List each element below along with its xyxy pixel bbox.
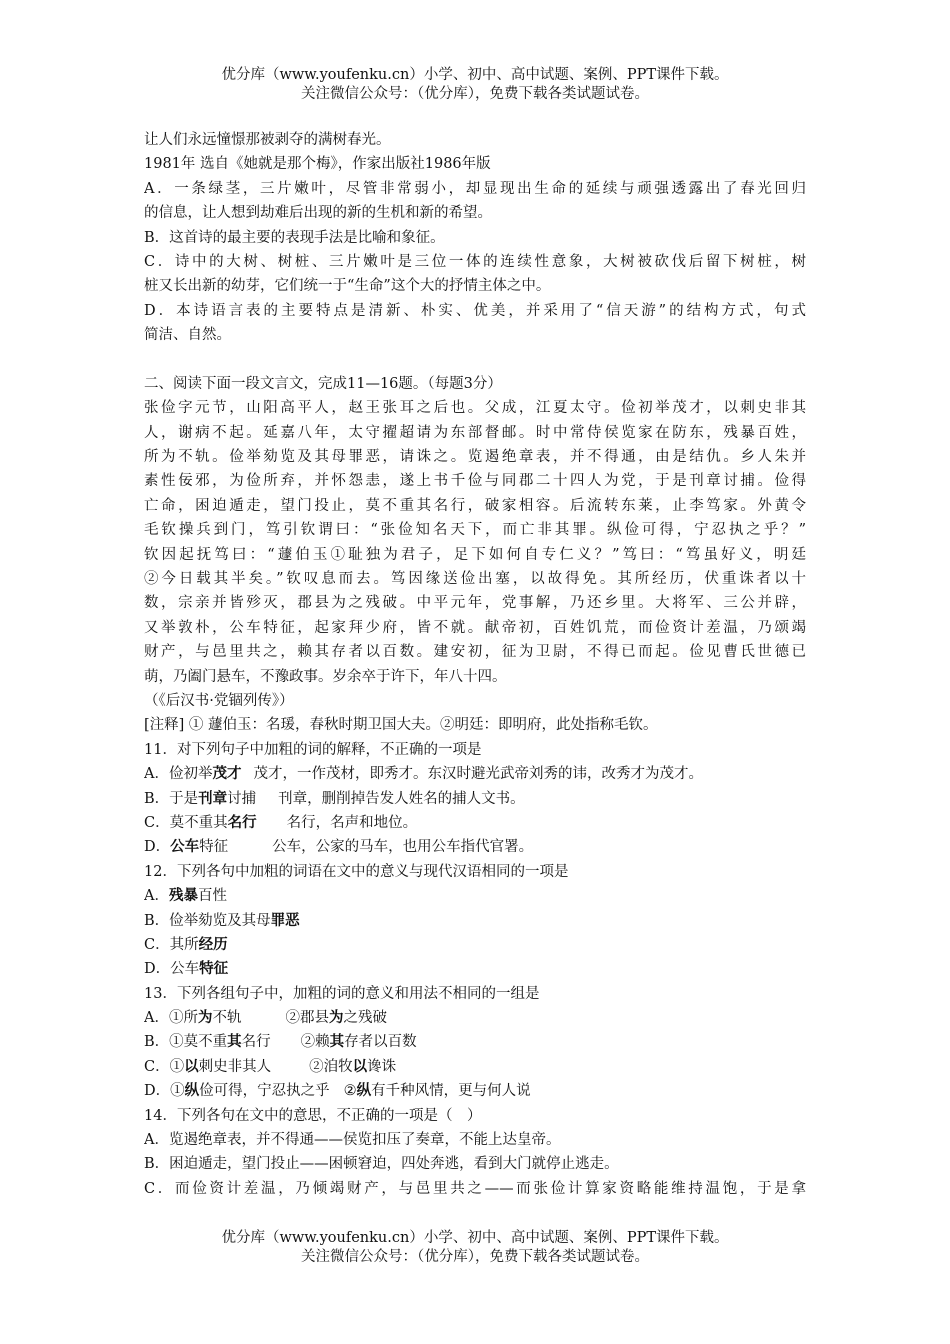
option-text: ② [343,1083,357,1100]
q11-option-b [144,787,806,811]
footer-line-2: 关注微信公众号：（优分库），免费下载各类试题试卷。 [301,1249,649,1265]
passage-source: （《后汉书·党锢列传》） [144,692,294,709]
bold-term: 残暴 [168,887,198,905]
bold-term: 刊章 [198,789,228,807]
q14-option-c: C．而俭资计差温，乃倾竭财产，与邑里共之——而张俭计算家资略能维持温饱，于是拿 [144,1180,806,1197]
q12-option-d [144,957,806,981]
option-text: B．俭举劾览及其母 [144,912,271,929]
option-explanation: 名行，名声和地位。 [286,814,418,831]
passage-line: 数，宗亲并皆殄灭，郡县为之残破。中平元年，党事解，乃还乡里。大将军、三公并辟， [144,595,806,612]
option-explanation: 茂才，一作茂材，即秀才。东汉时避光武帝刘秀的讳，改秀才为茂才。 [253,766,703,783]
q14-option-b: B．困迫遁走，望门投止——困顿窘迫，四处奔逃，看到大门就停止逃走。 [144,1156,619,1173]
bold-term: 罪恶 [270,911,300,929]
passage-line: 所为不轨。俭举劾览及其母罪恶，请诛之。览遏绝章表，并不得通，由是结仇。乡人朱并 [144,449,806,466]
passage-line: 又举敦朴，公车特征，起家拜少府，皆不就。献帝初，百姓饥荒，而俭资计差温，乃颂竭 [144,619,806,636]
q11-stem: 11．对下列句子中加粗的词的解释，不正确的一项是 [144,741,482,758]
option-text: A． [144,888,169,905]
q13-option-a [144,1006,806,1030]
q13-option-b [144,1030,806,1054]
option-text: 百性 [197,888,227,905]
passage-line: 钦因起抚笃曰：“蘧伯玉①耻独为君子，足下如何自专仁义？”笃曰：“笃虽好义，明廷 [144,546,806,563]
option-explanation: 刊章，删削掉告发人姓名的捕人文书。 [278,790,525,807]
q13-option-c [144,1055,806,1079]
option-text: D．公车 [144,961,200,978]
option-text: A．俭初举 [144,766,213,783]
header-line-2: 关注微信公众号：（优分库），免费下载各类试题试卷。 [301,86,649,102]
option-text: 谗诛 [367,1058,397,1075]
q10-option-c-line2: 桩又长出新的幼芽，它们统一于“生命”这个大的抒情主体之中。 [144,278,551,295]
option-text: C．其所 [144,936,199,953]
bold-term: 为 [328,1009,344,1027]
q12-option-c [144,933,806,957]
option-text: D．① [144,1083,185,1100]
passage-line: ②今日载其半矣。”钦叹息而去。笃因缘送俭出塞，以故得免。其所经历，伏重诛者以十 [144,571,806,588]
option-text: C．莫不重其 [144,814,228,831]
bold-term: 其 [329,1033,345,1051]
option-text: B．于是 [144,790,199,807]
section2-heading: 二、阅读下面一段文言文，完成11—16题。（每题3分） [144,375,502,392]
passage-line: 财产，与邑里共之，赖其存者以百数。建安初，征为卫尉，不得已而起。俭见曹氏世德已 [144,644,806,661]
option-text: A．①所 [144,1010,198,1027]
option-text: 特征 [199,839,229,856]
blank-line [144,348,806,372]
q10-option-a-line2: 的信息，让人想到劫难后出现的新的生机和新的希望。 [144,205,492,222]
q14-option-a: A．览遏绝章表，并不得通——侯览扣压了奏章，不能上达皇帝。 [144,1132,561,1149]
q11-option-d [144,835,806,859]
page-header [0,66,950,104]
header-line-1: 优分库（www.youfenku.cn）小学、初中、高中试题、案例、PPT课件下载。 [221,67,729,83]
q11-option-c [144,811,806,835]
q13-stem: 13．下列各组句子中，加粗的词的意义和用法不相同的一组是 [144,985,540,1002]
q12-option-b [144,909,806,933]
option-text: 之残破 [343,1010,387,1027]
bold-term: 为 [197,1009,213,1027]
passage-line: 亡命，困迫遁走，望门投止，莫不重其名行，破家相容。后流转东莱，止李笃家。外黄令 [144,497,806,514]
poem-source: 1981年 选自《她就是那个梅》，作家出版社1986年版 [144,156,491,173]
bold-term: 其 [227,1033,242,1051]
q11-option-a [144,762,806,786]
q14-stem: 14．下列各句在文中的意思，不正确的一项是（ ） [144,1107,482,1124]
passage-line: 萌，乃阖门悬车，不豫政事。岁余卒于许下，年八十四。 [144,668,507,685]
passage-line: 张俭字元节，山阳高平人，赵王张耳之后也。父成，江夏太守。俭初举茂才，以刺史非其 [144,400,806,417]
q13-option-d [144,1079,806,1103]
option-explanation: 公车，公家的马车，也用公车指代官署。 [272,839,534,856]
q10-option-d-line1: D．本诗语言表的主要特点是清新、朴实、优美，并采用了“信天游”的结构方式，句式 [144,302,806,319]
option-text: ②赖 [300,1034,330,1051]
option-text: B．①莫不重 [144,1034,228,1051]
option-text: D． [144,839,171,856]
page-footer [0,1229,950,1267]
passage-note: [注释] ① 蘧伯玉：名瑗，春秋时期卫国大夫。②明廷：即明府，此处指称毛钦。 [144,717,658,734]
footer-line-1: 优分库（www.youfenku.cn）小学、初中、高中试题、案例、PPT课件下载。 [221,1230,729,1246]
option-text: C．① [144,1058,185,1075]
bold-term: 以 [184,1057,199,1075]
q10-option-c-line1: C．诗中的大树、树桩、三片嫩叶是三位一体的连续性意象，大树被砍伐后留下树桩，树 [144,253,806,270]
bold-term: 特征 [199,960,229,978]
bold-term: 茂才 [212,765,242,783]
bold-term: 名行 [227,813,257,831]
option-text: 存者以百数 [344,1034,417,1051]
poem-last-line: 让人们永远憧憬那被剥夺的满树春光。 [144,132,391,148]
option-text: 名行 [241,1034,271,1051]
option-text: 不轨 [212,1010,242,1027]
bold-term: 经历 [198,935,228,953]
q10-option-a-line1: A．一条绿茎，三片嫩叶，尽管非常弱小，却显现出生命的延续与顽强透露出了春光回归 [144,180,806,197]
passage-line: 毛钦操兵到门，笃引钦谓曰：“张俭知名天下，而亡非其罪。纵俭可得，宁忍执之乎？” [144,522,806,539]
bold-term: 公车 [170,838,200,856]
option-text: ②郡县 [285,1010,329,1027]
bold-term: 纵 [184,1082,200,1100]
q12-option-a [144,884,806,908]
document-body [144,128,806,1201]
passage-line: 素性佞邪，为俭所弃，并怀怨恚，遂上书千俭与同郡二十四人为党，于是刊章讨捕。俭得 [144,473,806,490]
option-text: 有千种风情，更与何人说 [371,1083,531,1100]
q10-option-b: B．这首诗的最主要的表现手法是比喻和象征。 [144,229,445,246]
option-text: 刺史非其人 [198,1058,272,1075]
bold-term: 以 [352,1057,368,1075]
q10-option-d-line2: 简洁、自然。 [144,327,231,344]
passage-line: 人，谢病不起。延嘉八年，太守擢超请为东部督邮。时中常侍侯览家在防东，残暴百姓， [144,424,806,441]
bold-term: 纵 [356,1082,372,1100]
q12-stem: 12．下列各句中加粗的词语在文中的意义与现代汉语相同的一项是 [144,863,569,880]
option-text: 俭可得，宁忍执之乎 [199,1083,330,1100]
option-text: ②洎牧 [309,1058,353,1075]
option-text: 讨捕 [227,790,257,807]
